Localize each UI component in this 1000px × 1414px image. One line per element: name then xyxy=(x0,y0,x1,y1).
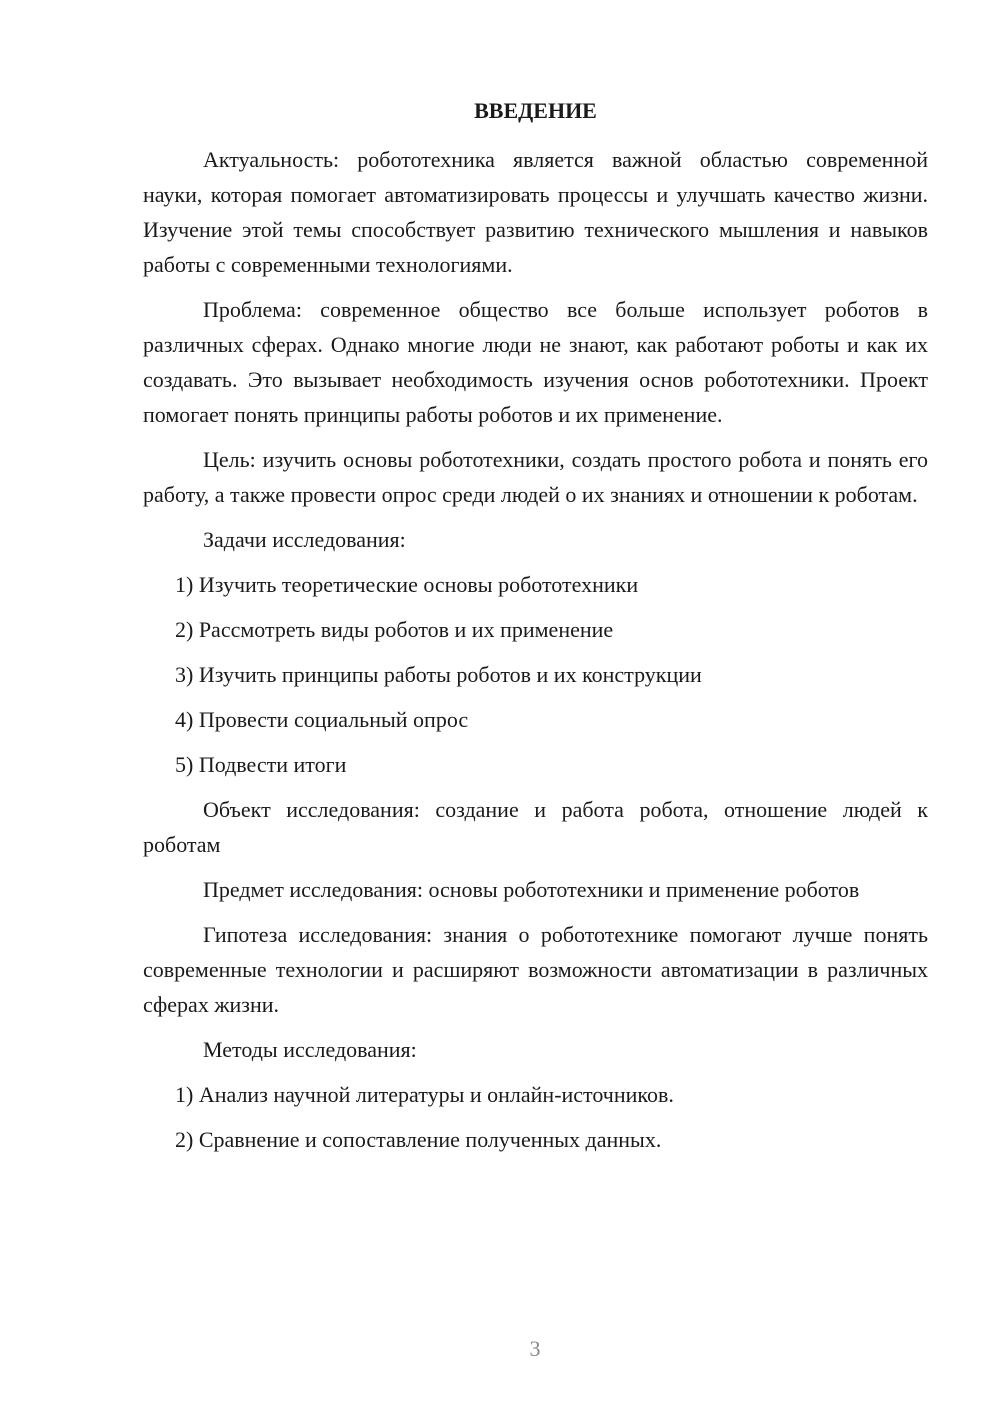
methods-list xyxy=(143,1077,928,1157)
tasks-heading: Задачи исследования: xyxy=(203,527,406,552)
list-item: 2) Рассмотреть виды роботов и их применение xyxy=(175,617,614,642)
page-number: 3 xyxy=(529,1336,541,1361)
list-item: 2) Сравнение и сопоставление полученных данных. xyxy=(175,1127,662,1152)
list-item: 3) Изучить принципы работы роботов и их конструкции xyxy=(175,662,702,687)
subject-paragraph: Предмет исследования: основы робототехники и применение роботов xyxy=(203,877,860,902)
goal-paragraph: Цель: изучить основы робототехники, создать простого робота и понять его работу, а также провести опрос среди людей о их знаниях и отношении к роботам. xyxy=(143,447,928,507)
section-title: ВВЕДЕНИЕ xyxy=(474,98,597,123)
list-item: 1) Анализ научной литературы и онлайн-источников. xyxy=(175,1082,674,1107)
relevance-paragraph: Актуальность: робототехника является важной областью современной науки, которая помогает автоматизировать процессы и улучшать качество жизни. Изучение этой темы способствует развитию технического мышления и навыков работы с современными технологиями. xyxy=(143,147,928,277)
list-item: 1) Изучить теоретические основы робототехники xyxy=(175,572,639,597)
list-item: 4) Провести социальный опрос xyxy=(175,707,469,732)
tasks-list xyxy=(143,567,928,782)
list-item: 5) Подвести итоги xyxy=(175,752,347,777)
page-content xyxy=(143,93,928,1167)
problem-paragraph: Проблема: современное общество все больше использует роботов в различных сферах. Однако многие люди не знают, как работают роботы и как их создавать. Это вызывает необходимость изучения основ робототехники. Проект помогает понять принципы работы роботов и их применение. xyxy=(143,297,928,427)
methods-heading: Методы исследования: xyxy=(203,1037,417,1062)
hypothesis-paragraph: Гипотеза исследования: знания о робототехнике помогают лучше понять современные технологии и расширяют возможности автоматизации в различных сферах жизни. xyxy=(143,922,928,1017)
object-paragraph: Объект исследования: создание и работа робота, отношение людей к роботам xyxy=(143,797,928,857)
